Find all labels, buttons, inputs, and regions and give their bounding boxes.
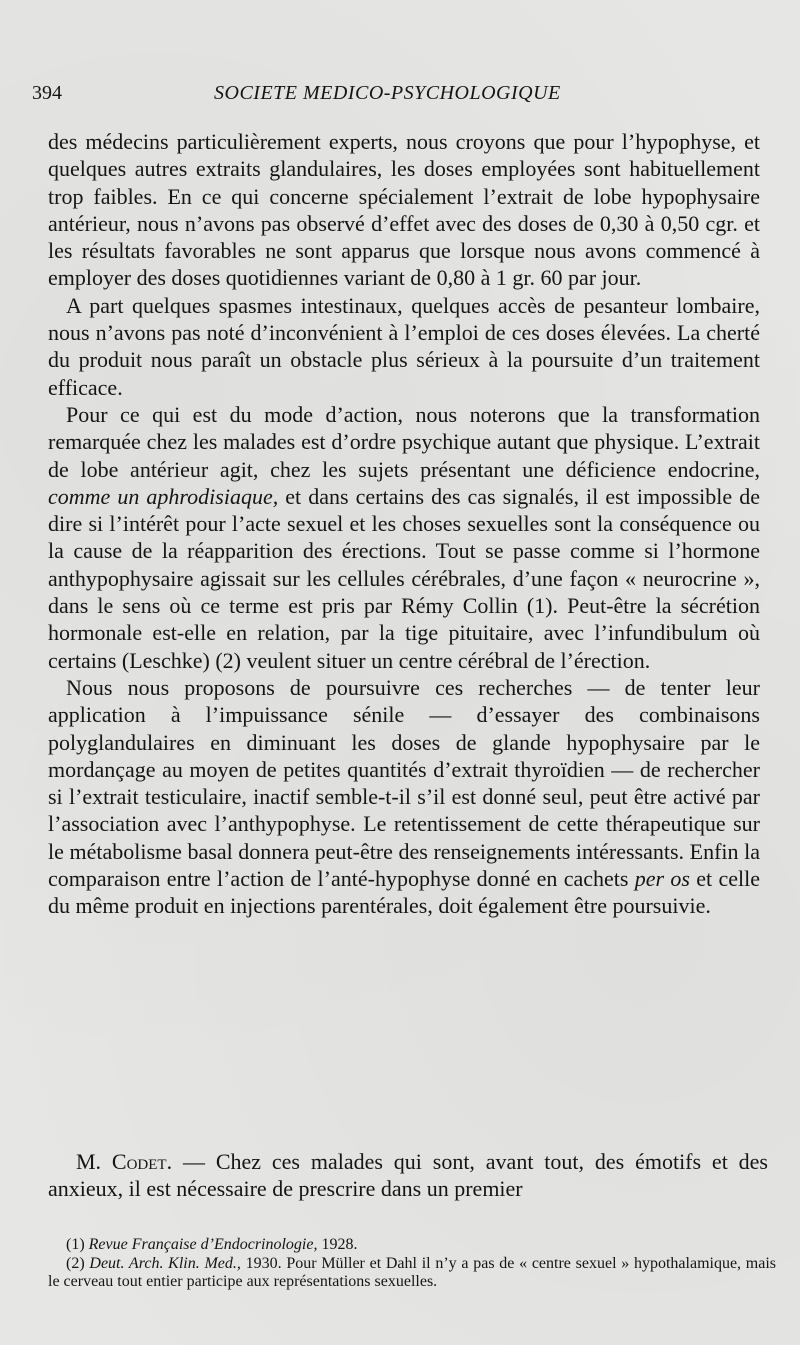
paragraph-4-italic: per os [634,866,690,892]
footnote-2-source: Deut. Arch. Klin. Med., [89,1254,241,1272]
discussion-text [48,1148,768,1203]
paragraph-4-text-b: et celle du même produit en injections parentérales, doit également être poursuivie. [48,866,760,919]
footnote-1-number: (1) [66,1236,85,1253]
running-title: SOCIETE MEDICO-PSYCHOLOGIQUE [214,82,561,104]
footnote-2 [48,1255,776,1292]
footnotes [48,1236,776,1292]
page-number: 394 [32,82,62,104]
footnote-2-rest: 1930. Pour Müller et Dahl il n’y a pas de « centre sexuel » hypothalamique, mais le cerveau tout entier participe aux représentations sexuelles. [48,1254,777,1290]
paragraph-2: A part quelques spasmes intestinaux, quelques accès de pesanteur lombaire, nous n’avons pas noté d’inconvénient à l’emploi de ces doses élevées. La cherté du produit nous paraît un obstacle plus sérieux à la poursuite d’un traitement efficace. [48,292,760,400]
footnote-1-source: Revue Française d’Endocrinologie, [88,1236,318,1253]
running-head [32,82,772,112]
paragraph-3-text-b: et dans certains des cas signalés, il est impossible de dire si l’intérêt pour l’acte sexuel et les choses sexuelles sont la conséquence ou la cause de la réapparition des érections. Tout se passe comme si l’hormone anthypophysaire agissait sur les cellules cérébrales, d’une façon « neurocrine », dans le sens où ce terme est pris par Rémy Collin (1). Peut-être la sécrétion hormonale est-elle en relation, par la tige pituitaire, avec l’infundibulum où certains (Leschke) (2) veulent situer un centre cérébral de l’érection. [48,483,761,673]
footnote-2-number: (2) [66,1254,85,1272]
paragraph-3-text-a: Pour ce qui est du mode d’action, nous noterons que la transformation remarquée chez les malades est d’ordre psychique autant que physique. L’extrait de lobe antérieur agit, chez les sujets présentant une déficience endocrine, [48,401,760,482]
paragraph-1: des médecins particulièrement experts, nous croyons que pour l’hypophyse, et quelques autres extraits glandulaires, les doses employées sont habituellement trop faibles. En ce qui concerne spécialement l’extrait de lobe hypophysaire antérieur, nous n’avons pas observé d’effet avec des doses de 0,30 à 0,50 cgr. et les résultats favorables ne sont apparus que lorsque nous avons commencé à employer des doses quotidiennes variant de 0,80 à 1 gr. 60 par jour. [48,129,760,291]
paragraph-3-italic: comme un aphrodisiaque, [48,483,279,509]
footnote-1-rest: 1928. [317,1236,358,1253]
discussion-body: — Chez ces malades qui sont, avant tout, des émotifs et des anxieux, il est nécessaire de prescrire dans un premier [48,1149,768,1202]
paragraph-4 [48,674,760,920]
discussion-paragraph [48,1148,768,1203]
body-text [48,128,760,920]
paragraph-4-text-a: Nous nous proposons de poursuivre ces recherches — de tenter leur application à l’impuissance sénile — d’essayer des combinaisons polyglandulaires en diminuant les doses de glande hypophysaire par le mordançage au moyen de petites quantités d’extrait thyroïdien — de rechercher si l’extrait testiculaire, inactif semble-t-il s’il est donné seul, peut être activé par l’association avec l’anthypophyse. Le retentissement de cette thérapeutique sur le métabolisme basal donnera peut-être des renseignements intéressants. Enfin la comparaison entre l’action de l’anté-hypophyse donné en cachets [48,674,760,892]
footnote-1 [48,1236,776,1255]
speaker-name: M. Codet. [76,1149,173,1174]
paragraph-3 [48,401,760,674]
